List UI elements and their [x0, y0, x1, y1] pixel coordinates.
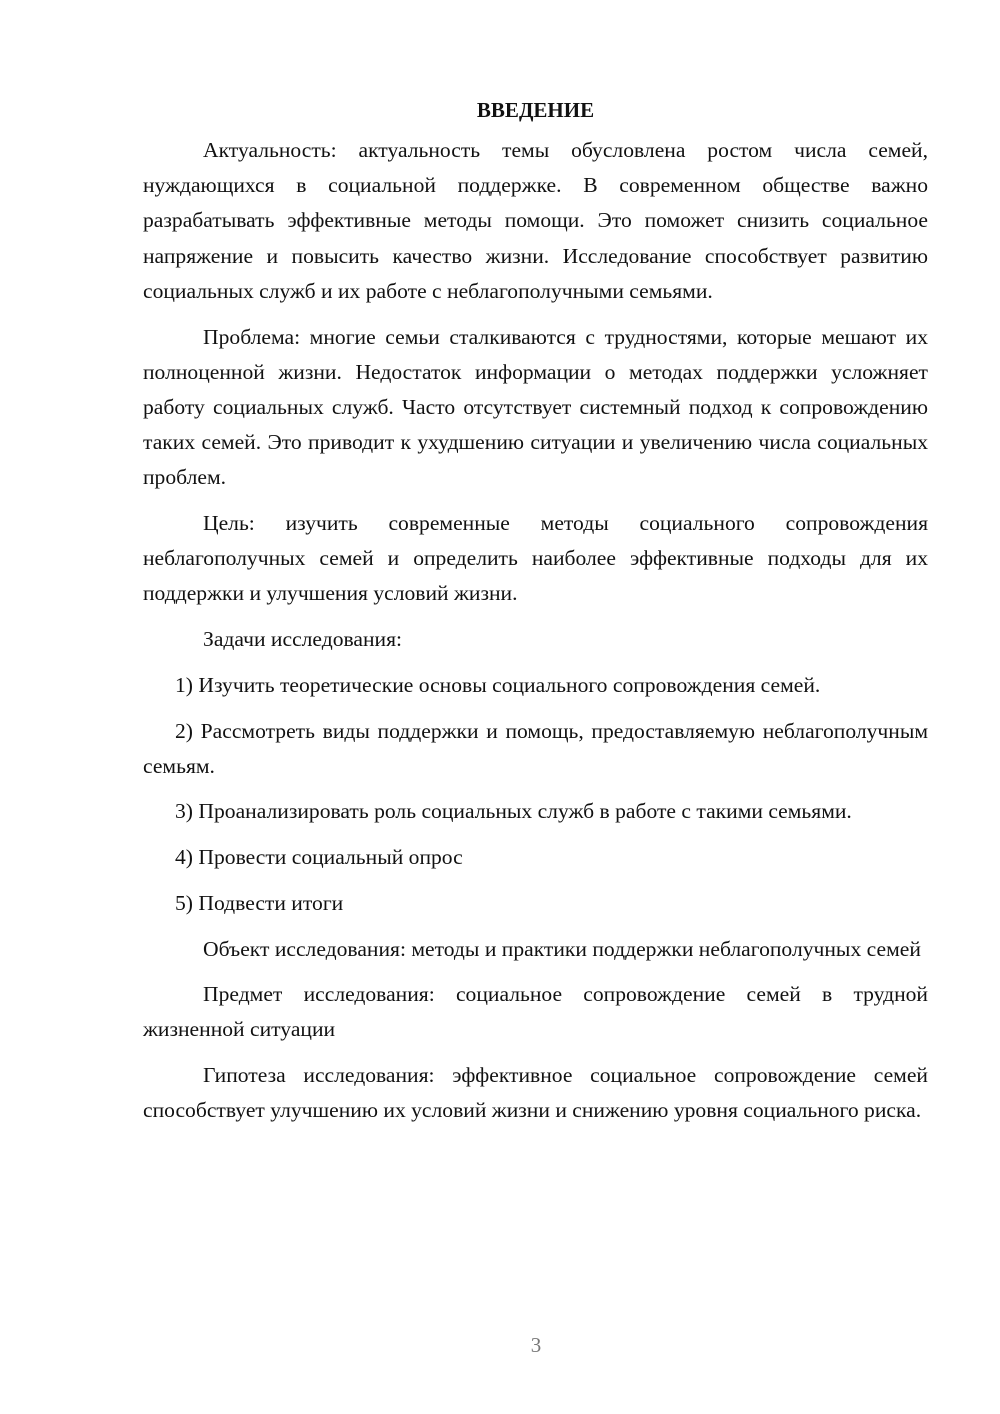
section-title: ВВЕДЕНИЕ	[476, 98, 595, 122]
document-page	[143, 93, 928, 1139]
tasks-heading: Задачи исследования:	[203, 627, 403, 652]
goal-paragraph: Цель: изучить современные методы социального сопровождения неблагополучных семей и определить наиболее эффективные подходы для их поддержки и улучшения условий жизни.	[143, 511, 928, 606]
task-item-3: 3) Проанализировать роль социальных служб в работе с такими семьями.	[175, 799, 852, 824]
problem-paragraph: Проблема: многие семьи сталкиваются с трудностями, которые мешают их полноценной жизни. Недостаток информации о методах поддержки усложняет работу социальных служб. Часто отсутствует системный подход к сопровождению таких семей. Это приводит к ухудшению ситуации и увеличению числа социальных проблем.	[143, 324, 928, 490]
object-paragraph: Объект исследования: методы и практики поддержки неблагополучных семей	[203, 936, 921, 961]
hypothesis-paragraph: Гипотеза исследования: эффективное социальное сопровождение семей способствует улучшению их условий жизни и снижению уровня социального риска.	[143, 1063, 928, 1123]
task-item-1: 1) Изучить теоретические основы социального сопровождения семей.	[175, 672, 821, 697]
task-item-5: 5) Подвести итоги	[175, 890, 344, 915]
subject-paragraph: Предмет исследования: социальное сопровождение семей в трудной жизненной ситуации	[143, 982, 928, 1042]
task-item-2: 2) Рассмотреть виды поддержки и помощь, предоставляемую неблагополучным семьям.	[143, 718, 928, 778]
page-number: 3	[530, 1333, 542, 1357]
relevance-paragraph: Актуальность: актуальность темы обусловлена ростом числа семей, нуждающихся в социальной поддержке. В современном обществе важно разрабатывать эффективные методы помощи. Это поможет снизить социальное напряжение и повысить качество жизни. Исследование способствует развитию социальных служб и их работе с неблагополучными семьями.	[143, 138, 928, 303]
task-item-4: 4) Провести социальный опрос	[175, 845, 463, 870]
